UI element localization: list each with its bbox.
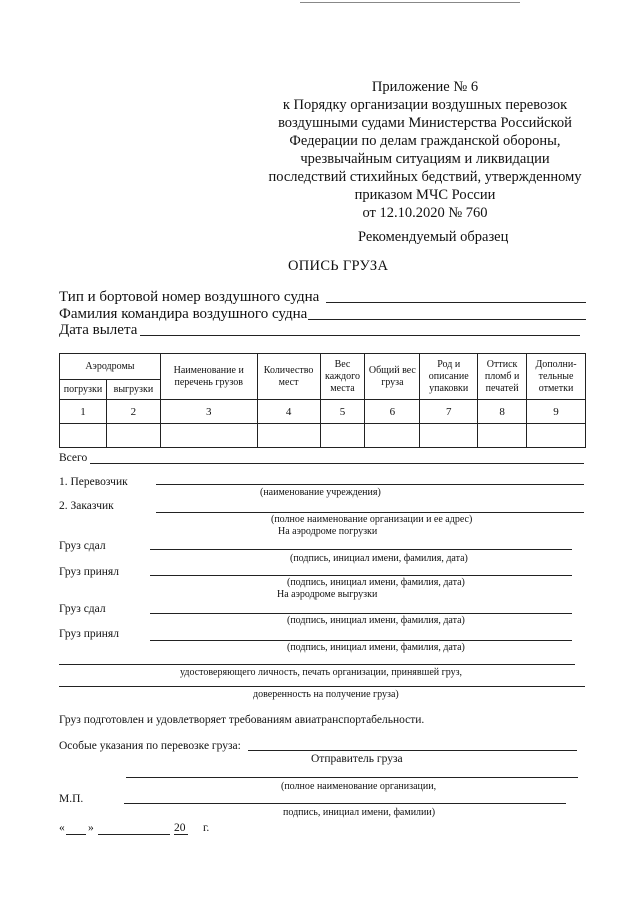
aerodromes-header: Аэродромы	[60, 354, 161, 380]
unloading-received-label: Груз принял	[59, 628, 119, 640]
date-close-quote: »	[88, 822, 94, 834]
unloading-header: выгрузки	[106, 380, 160, 400]
loading-handed-field[interactable]	[150, 549, 572, 550]
extra-notes-header: Дополни-тельные отметки	[527, 354, 586, 400]
table-cell[interactable]	[420, 424, 478, 448]
loading-received-field[interactable]	[150, 575, 572, 576]
scan-top-line	[300, 2, 520, 3]
weight-each-header: Вес каждого места	[320, 354, 365, 400]
date-day-field[interactable]	[66, 834, 86, 835]
column-number: 3	[160, 400, 257, 424]
departure-date-label: Дата вылета	[59, 322, 138, 338]
column-number: 5	[320, 400, 365, 424]
sender-org-field[interactable]	[126, 777, 578, 778]
unloading-received-field[interactable]	[150, 640, 572, 641]
unloading-received-caption: (подпись, инициал имени, фамилия, дата)	[287, 642, 465, 653]
special-instructions-field[interactable]	[248, 750, 577, 751]
date-year-suffix: г.	[203, 822, 210, 834]
total-weight-header: Общий вес груза	[365, 354, 420, 400]
commander-field[interactable]	[308, 319, 586, 320]
column-number: 1	[60, 400, 107, 424]
date-month-field[interactable]	[98, 834, 170, 835]
header-line: приказом МЧС России	[354, 187, 496, 203]
header-line: чрезвычайным ситуациям и ликвидации	[300, 151, 550, 167]
column-number: 6	[365, 400, 420, 424]
cargo-table	[59, 353, 586, 448]
header-line: от 12.10.2020 № 760	[362, 205, 488, 221]
name-list-header: Наименование и перечень грузов	[160, 354, 257, 400]
date-open-quote: «	[59, 822, 65, 834]
header-line: Федерации по делам гражданской обороны,	[289, 133, 561, 149]
commander-label: Фамилия командира воздушного судна	[59, 306, 308, 322]
carrier-field[interactable]	[156, 484, 584, 485]
table-cell[interactable]	[106, 424, 160, 448]
loading-received-caption: (подпись, инициал имени, фамилия, дата)	[287, 577, 465, 588]
date-year-prefix: 20	[174, 822, 186, 834]
unloading-handed-field[interactable]	[150, 613, 572, 614]
table-cell[interactable]	[257, 424, 320, 448]
column-number: 8	[478, 400, 527, 424]
loading-handed-label: Груз сдал	[59, 540, 106, 552]
special-instructions-label: Особые указания по перевозке груза:	[59, 740, 241, 752]
departure-date-field[interactable]	[140, 335, 580, 336]
unloading-aerodrome-heading: На аэродроме выгрузки	[277, 589, 378, 600]
ready-statement: Груз подготовлен и удовлетворяет требованиям авиатранспортабельности.	[59, 714, 425, 726]
count-header: Количество мест	[257, 354, 320, 400]
stamp-label: М.П.	[59, 793, 84, 805]
seal-header: Оттиск пломб и печатей	[478, 354, 527, 400]
header-line: последствий стихийных бедствий, утвержденному	[268, 169, 582, 185]
page-title: ОПИСЬ ГРУЗА	[288, 258, 389, 274]
date-year-field[interactable]	[174, 834, 188, 835]
total-label: Всего	[59, 452, 88, 464]
loading-handed-caption: (подпись, инициал имени, фамилия, дата)	[290, 553, 468, 564]
signature-field[interactable]	[124, 803, 566, 804]
unloading-handed-caption: (подпись, инициал имени, фамилия, дата)	[287, 615, 465, 626]
column-number: 9	[527, 400, 586, 424]
customer-field[interactable]	[156, 512, 584, 513]
table-cell[interactable]	[478, 424, 527, 448]
column-number: 7	[420, 400, 478, 424]
sender-label: Отправитель груза	[311, 753, 403, 765]
table-cell[interactable]	[60, 424, 107, 448]
proxy-caption: доверенность на получение груза)	[253, 689, 399, 700]
loading-header: погрузки	[60, 380, 107, 400]
table-cell[interactable]	[527, 424, 586, 448]
customer-label: 2. Заказчик	[59, 500, 114, 512]
table-cell[interactable]	[160, 424, 257, 448]
total-field[interactable]	[90, 463, 584, 464]
packaging-header: Род и описание упаковки	[420, 354, 478, 400]
appendix-number: Приложение № 6	[371, 79, 479, 95]
proxy-field[interactable]	[59, 686, 585, 687]
carrier-label: 1. Перевозчик	[59, 476, 128, 488]
signature-caption: подпись, инициал имени, фамилии)	[283, 807, 436, 818]
loading-received-label: Груз принял	[59, 566, 119, 578]
sender-org-caption: (полное наименование организации,	[281, 781, 437, 792]
table-cell[interactable]	[365, 424, 420, 448]
column-number: 2	[106, 400, 160, 424]
unloading-handed-label: Груз сдал	[59, 603, 106, 615]
customer-caption: (полное наименование организации и ее адрес)	[271, 514, 473, 525]
loading-aerodrome-heading: На аэродроме погрузки	[278, 526, 378, 537]
header-line: к Порядку организации воздушных перевозок	[282, 97, 568, 113]
aircraft-field[interactable]	[326, 302, 586, 303]
aircraft-label: Тип и бортовой номер воздушного судна	[59, 289, 320, 305]
header-line: воздушными судами Министерства Российской	[278, 115, 572, 131]
id-document-caption: удостоверяющего личность, печать организации, принявшей груз,	[180, 667, 463, 678]
sample-note: Рекомендуемый образец	[358, 229, 509, 245]
id-document-field[interactable]	[59, 664, 575, 665]
column-number: 4	[257, 400, 320, 424]
carrier-caption: (наименование учреждения)	[260, 487, 381, 498]
table-cell[interactable]	[320, 424, 365, 448]
